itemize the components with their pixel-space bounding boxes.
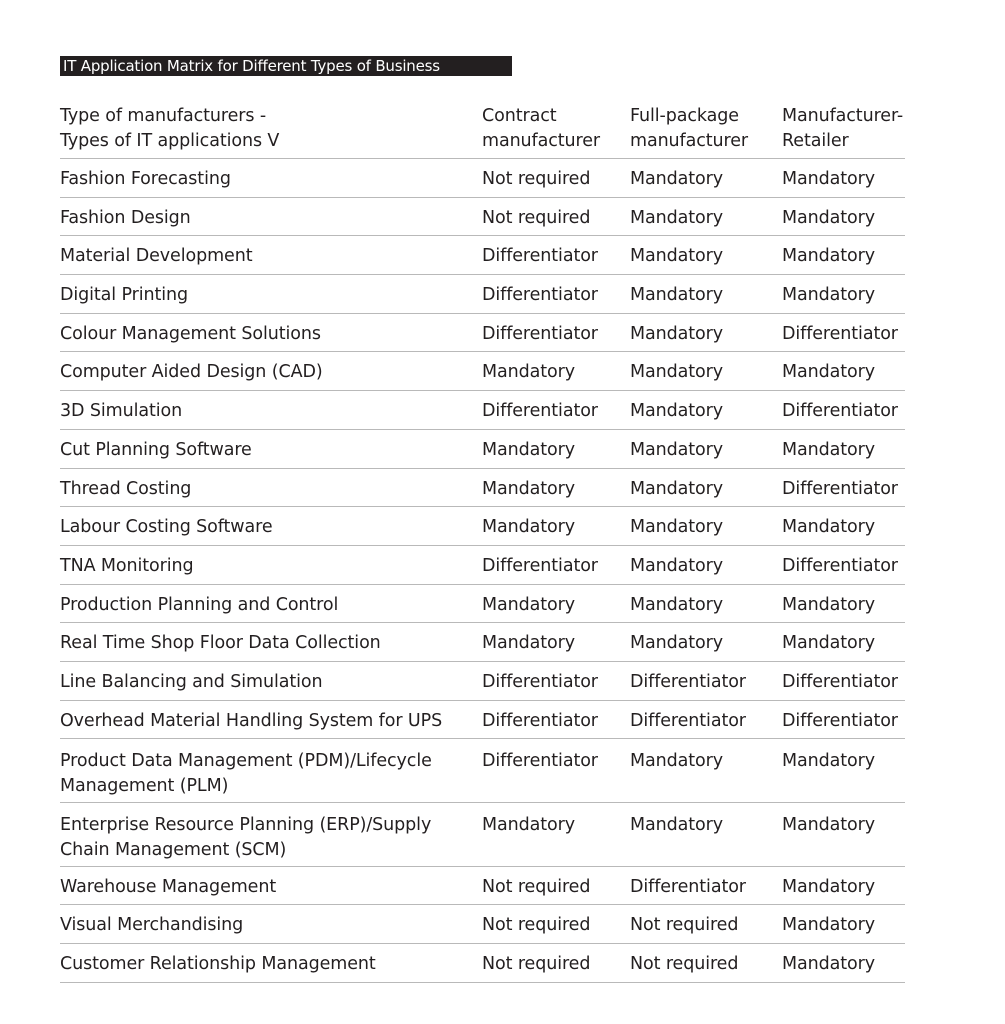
cell-contract-manufacturer: Mandatory	[482, 362, 575, 383]
table-row	[60, 391, 905, 430]
cell-manufacturer-retailer: Differentiator	[782, 671, 898, 692]
cell-contract-manufacturer: Mandatory	[482, 517, 575, 538]
cell-application: Line Balancing and Simulation	[60, 671, 323, 692]
cell-manufacturer-retailer: Mandatory	[782, 285, 875, 306]
cell-application: TNA Monitoring	[60, 555, 194, 576]
header-full-package-manufacturer: Full-package manufacturer	[630, 106, 748, 151]
table-row	[60, 905, 905, 944]
table-row	[60, 430, 905, 469]
header-contract-manufacturer: Contract manufacturer	[482, 106, 600, 151]
cell-manufacturer-retailer: Differentiator	[782, 401, 898, 422]
cell-full-package-manufacturer: Mandatory	[630, 169, 723, 189]
cell-full-package-manufacturer: Mandatory	[630, 439, 723, 460]
cell-full-package-manufacturer: Differentiator	[630, 671, 746, 692]
cell-full-package-manufacturer: Mandatory	[630, 555, 723, 576]
table-row	[60, 944, 905, 983]
cell-application: Visual Merchandising	[60, 915, 244, 936]
cell-application: Fashion Forecasting	[60, 169, 231, 189]
cell-full-package-manufacturer: Mandatory	[630, 633, 723, 654]
table-row	[60, 469, 905, 508]
table-row	[60, 546, 905, 585]
cell-manufacturer-retailer: Mandatory	[782, 815, 875, 835]
cell-full-package-manufacturer: Differentiator	[630, 876, 746, 897]
table-row	[60, 585, 905, 624]
cell-full-package-manufacturer: Mandatory	[630, 362, 723, 383]
cell-manufacturer-retailer: Mandatory	[782, 207, 875, 228]
cell-manufacturer-retailer: Mandatory	[782, 517, 875, 538]
cell-manufacturer-retailer: Differentiator	[782, 478, 898, 499]
cell-application: 3D Simulation	[60, 401, 183, 422]
cell-full-package-manufacturer: Mandatory	[630, 815, 723, 835]
table-row	[60, 803, 905, 867]
cell-full-package-manufacturer: Not required	[630, 915, 739, 936]
cell-full-package-manufacturer: Differentiator	[630, 710, 746, 731]
cell-contract-manufacturer: Not required	[482, 876, 591, 897]
cell-contract-manufacturer: Mandatory	[482, 633, 575, 654]
table-row	[60, 867, 905, 906]
cell-contract-manufacturer: Not required	[482, 207, 591, 228]
cell-full-package-manufacturer: Not required	[630, 954, 739, 975]
cell-manufacturer-retailer: Mandatory	[782, 915, 875, 936]
cell-application: Product Data Management (PDM)/Lifecycle Management (PLM)	[60, 751, 432, 796]
cell-contract-manufacturer: Differentiator	[482, 710, 598, 731]
cell-contract-manufacturer: Mandatory	[482, 439, 575, 460]
table-row	[60, 236, 905, 275]
cell-contract-manufacturer: Differentiator	[482, 246, 598, 267]
cell-application: Overhead Material Handling System for UPS	[60, 710, 443, 731]
cell-application: Enterprise Resource Planning (ERP)/Supply Chain Management (SCM)	[60, 815, 432, 860]
cell-contract-manufacturer: Not required	[482, 954, 591, 975]
cell-application: Customer Relationship Management	[60, 954, 376, 975]
cell-manufacturer-retailer: Mandatory	[782, 954, 875, 975]
cell-contract-manufacturer: Mandatory	[482, 478, 575, 499]
cell-manufacturer-retailer: Mandatory	[782, 246, 875, 267]
cell-contract-manufacturer: Mandatory	[482, 815, 575, 835]
cell-full-package-manufacturer: Mandatory	[630, 285, 723, 306]
table-row	[60, 159, 905, 198]
cell-contract-manufacturer: Differentiator	[482, 751, 598, 772]
cell-full-package-manufacturer: Mandatory	[630, 478, 723, 499]
table-row	[60, 314, 905, 353]
cell-manufacturer-retailer: Mandatory	[782, 439, 875, 460]
table-row	[60, 662, 905, 701]
cell-full-package-manufacturer: Mandatory	[630, 594, 723, 615]
cell-application: Production Planning and Control	[60, 594, 339, 615]
cell-manufacturer-retailer: Mandatory	[782, 633, 875, 654]
header-manufacturer-retailer: Manufacturer- Retailer	[782, 106, 904, 151]
table-row	[60, 739, 905, 803]
table-row	[60, 623, 905, 662]
cell-application: Real Time Shop Floor Data Collection	[60, 633, 381, 654]
cell-manufacturer-retailer: Differentiator	[782, 555, 898, 576]
cell-contract-manufacturer: Not required	[482, 915, 591, 936]
cell-full-package-manufacturer: Mandatory	[630, 751, 723, 772]
cell-application: Colour Management Solutions	[60, 323, 321, 344]
cell-contract-manufacturer: Differentiator	[482, 323, 598, 344]
cell-full-package-manufacturer: Mandatory	[630, 517, 723, 538]
cell-contract-manufacturer: Not required	[482, 169, 591, 189]
cell-contract-manufacturer: Differentiator	[482, 555, 598, 576]
cell-full-package-manufacturer: Mandatory	[630, 401, 723, 422]
cell-full-package-manufacturer: Mandatory	[630, 246, 723, 267]
cell-manufacturer-retailer: Mandatory	[782, 594, 875, 615]
cell-manufacturer-retailer: Mandatory	[782, 876, 875, 897]
table-row	[60, 275, 905, 314]
cell-manufacturer-retailer: Differentiator	[782, 710, 898, 731]
cell-application: Computer Aided Design (CAD)	[60, 362, 323, 383]
it-application-matrix	[60, 102, 905, 983]
table-header-row	[60, 102, 905, 159]
cell-application: Material Development	[60, 246, 253, 267]
table-row	[60, 198, 905, 237]
cell-application: Thread Costing	[60, 478, 192, 499]
cell-application: Fashion Design	[60, 207, 191, 228]
cell-application: Warehouse Management	[60, 876, 277, 897]
cell-contract-manufacturer: Differentiator	[482, 401, 598, 422]
table-row	[60, 352, 905, 391]
cell-manufacturer-retailer: Differentiator	[782, 323, 898, 344]
cell-contract-manufacturer: Mandatory	[482, 594, 575, 615]
cell-application: Digital Printing	[60, 285, 189, 306]
cell-full-package-manufacturer: Mandatory	[630, 323, 723, 344]
cell-contract-manufacturer: Differentiator	[482, 671, 598, 692]
cell-application: Cut Planning Software	[60, 439, 252, 460]
cell-manufacturer-retailer: Mandatory	[782, 362, 875, 383]
cell-manufacturer-retailer: Mandatory	[782, 169, 875, 189]
cell-manufacturer-retailer: Mandatory	[782, 751, 875, 772]
table-title: IT Application Matrix for Different Types of Business	[60, 56, 512, 76]
table-row	[60, 701, 905, 740]
cell-contract-manufacturer: Differentiator	[482, 285, 598, 306]
header-application-type: Type of manufacturers - Types of IT applications V	[60, 106, 280, 151]
cell-application: Labour Costing Software	[60, 517, 273, 538]
cell-full-package-manufacturer: Mandatory	[630, 207, 723, 228]
table-row	[60, 507, 905, 546]
